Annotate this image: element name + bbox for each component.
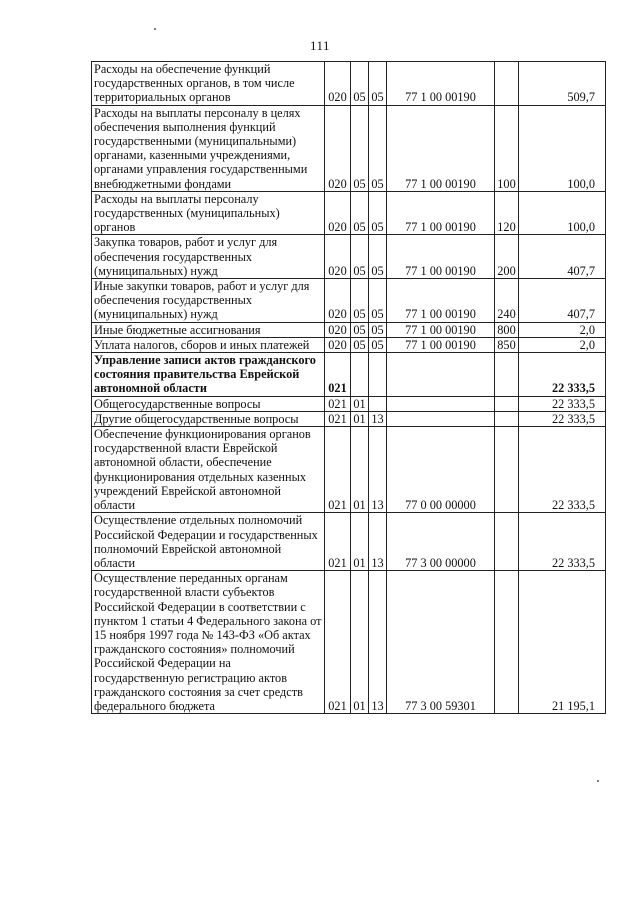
row-grbs: 021 <box>325 411 351 426</box>
row-target-article: 77 1 00 00190 <box>387 279 495 323</box>
row-amount: 21 195,1 <box>519 571 606 714</box>
row-section: 01 <box>351 396 369 411</box>
row-expense-type <box>495 353 519 397</box>
row-amount: 22 333,5 <box>519 427 606 513</box>
row-amount: 2,0 <box>519 337 606 352</box>
row-subsection: 05 <box>369 337 387 352</box>
row-subsection: 05 <box>369 235 387 279</box>
row-target-article: 77 1 00 00190 <box>387 62 495 106</box>
row-section: 05 <box>351 337 369 352</box>
row-name: Общегосударственные вопросы <box>92 396 325 411</box>
row-section: 05 <box>351 279 369 323</box>
row-amount: 509,7 <box>519 62 606 106</box>
row-expense-type <box>495 571 519 714</box>
table-row-heading <box>92 353 606 397</box>
row-target-article: 77 3 00 00000 <box>387 513 495 571</box>
table-row <box>92 322 606 337</box>
row-section: 05 <box>351 62 369 106</box>
row-grbs: 020 <box>325 105 351 191</box>
row-target-article: 77 1 00 00190 <box>387 235 495 279</box>
row-subsection: 05 <box>369 105 387 191</box>
row-amount: 407,7 <box>519 279 606 323</box>
row-grbs: 020 <box>325 235 351 279</box>
table-row <box>92 571 606 714</box>
row-amount: 22 333,5 <box>519 513 606 571</box>
row-grbs: 020 <box>325 337 351 352</box>
row-target-article: 77 3 00 59301 <box>387 571 495 714</box>
row-section: 01 <box>351 571 369 714</box>
scan-speck <box>597 780 599 782</box>
row-section: 01 <box>351 513 369 571</box>
table-row <box>92 396 606 411</box>
row-grbs: 021 <box>325 353 351 397</box>
page-number: 111 <box>309 38 331 53</box>
row-target-article: 77 1 00 00190 <box>387 322 495 337</box>
row-expense-type: 240 <box>495 279 519 323</box>
row-subsection: 05 <box>369 279 387 323</box>
row-target-article <box>387 411 495 426</box>
row-name: Иные закупки товаров, работ и услуг для обеспечения государственных (муниципальных) нужд <box>92 279 325 323</box>
row-grbs: 020 <box>325 279 351 323</box>
row-expense-type <box>495 411 519 426</box>
row-target-article: 77 1 00 00190 <box>387 105 495 191</box>
table-row <box>92 191 606 235</box>
table-row <box>92 411 606 426</box>
row-expense-type <box>495 62 519 106</box>
row-target-article: 77 0 00 00000 <box>387 427 495 513</box>
table-row <box>92 279 606 323</box>
row-section: 05 <box>351 105 369 191</box>
row-name: Другие общегосударственные вопросы <box>92 411 325 426</box>
row-expense-type: 850 <box>495 337 519 352</box>
row-target-article: 77 1 00 00190 <box>387 191 495 235</box>
row-amount: 22 333,5 <box>519 396 606 411</box>
row-grbs: 021 <box>325 396 351 411</box>
table-row <box>92 427 606 513</box>
row-subsection: 05 <box>369 322 387 337</box>
row-section: 01 <box>351 427 369 513</box>
row-expense-type <box>495 427 519 513</box>
row-grbs: 021 <box>325 571 351 714</box>
row-section <box>351 353 369 397</box>
scan-speck <box>154 28 156 30</box>
row-section: 05 <box>351 322 369 337</box>
row-subsection: 13 <box>369 427 387 513</box>
row-subsection: 13 <box>369 571 387 714</box>
row-grbs: 020 <box>325 322 351 337</box>
row-section: 05 <box>351 191 369 235</box>
row-expense-type: 800 <box>495 322 519 337</box>
row-name: Расходы на выплаты персоналу в целях обеспечения выполнения функций государственными (муниципальными) органами, казенными учреждениями, органами управления государственными внебюджетными фондами <box>92 105 325 191</box>
row-target-article <box>387 353 495 397</box>
table-row <box>92 513 606 571</box>
row-name: Уплата налогов, сборов и иных платежей <box>92 337 325 352</box>
table-row <box>92 105 606 191</box>
row-name: Управление записи актов гражданского состояния правительства Еврейской автономной области <box>92 353 325 397</box>
row-subsection: 13 <box>369 411 387 426</box>
row-name: Обеспечение функционирования органов государственной власти Еврейской автономной области, обеспечение функционирования отдельных казенных учреждений Еврейской автономной области <box>92 427 325 513</box>
row-amount: 407,7 <box>519 235 606 279</box>
row-name: Закупка товаров, работ и услуг для обеспечения государственных (муниципальных) нужд <box>92 235 325 279</box>
row-name: Осуществление отдельных полномочий Российской Федерации и государственных полномочий Еврейской автономной области <box>92 513 325 571</box>
row-name: Расходы на выплаты персоналу государственных (муниципальных) органов <box>92 191 325 235</box>
row-amount: 100,0 <box>519 191 606 235</box>
row-expense-type <box>495 396 519 411</box>
row-expense-type: 100 <box>495 105 519 191</box>
budget-table <box>91 61 606 714</box>
row-grbs: 020 <box>325 191 351 235</box>
row-subsection: 05 <box>369 62 387 106</box>
row-grbs: 021 <box>325 427 351 513</box>
row-amount: 22 333,5 <box>519 411 606 426</box>
row-subsection <box>369 353 387 397</box>
row-section: 05 <box>351 235 369 279</box>
row-subsection: 05 <box>369 191 387 235</box>
row-name: Осуществление переданных органам государственной власти субъектов Российской Федерации в соответствии с пунктом 1 статьи 4 Федерального закона от 15 ноября 1997 года № 143-ФЗ «Об актах гражданского состояния» полномочий Российской Федерации на государственную регистрацию актов гражданского состояния за счет средств федерального бюджета <box>92 571 325 714</box>
row-grbs: 021 <box>325 513 351 571</box>
row-amount: 2,0 <box>519 322 606 337</box>
row-name: Иные бюджетные ассигнования <box>92 322 325 337</box>
row-subsection: 13 <box>369 513 387 571</box>
row-expense-type: 200 <box>495 235 519 279</box>
row-target-article <box>387 396 495 411</box>
table-row <box>92 235 606 279</box>
row-target-article: 77 1 00 00190 <box>387 337 495 352</box>
row-amount: 22 333,5 <box>519 353 606 397</box>
row-expense-type <box>495 513 519 571</box>
row-expense-type: 120 <box>495 191 519 235</box>
table-row <box>92 62 606 106</box>
row-amount: 100,0 <box>519 105 606 191</box>
row-subsection <box>369 396 387 411</box>
row-grbs: 020 <box>325 62 351 106</box>
table-row <box>92 337 606 352</box>
row-section: 01 <box>351 411 369 426</box>
row-name: Расходы на обеспечение функций государственных органов, в том числе территориальных органов <box>92 62 325 106</box>
